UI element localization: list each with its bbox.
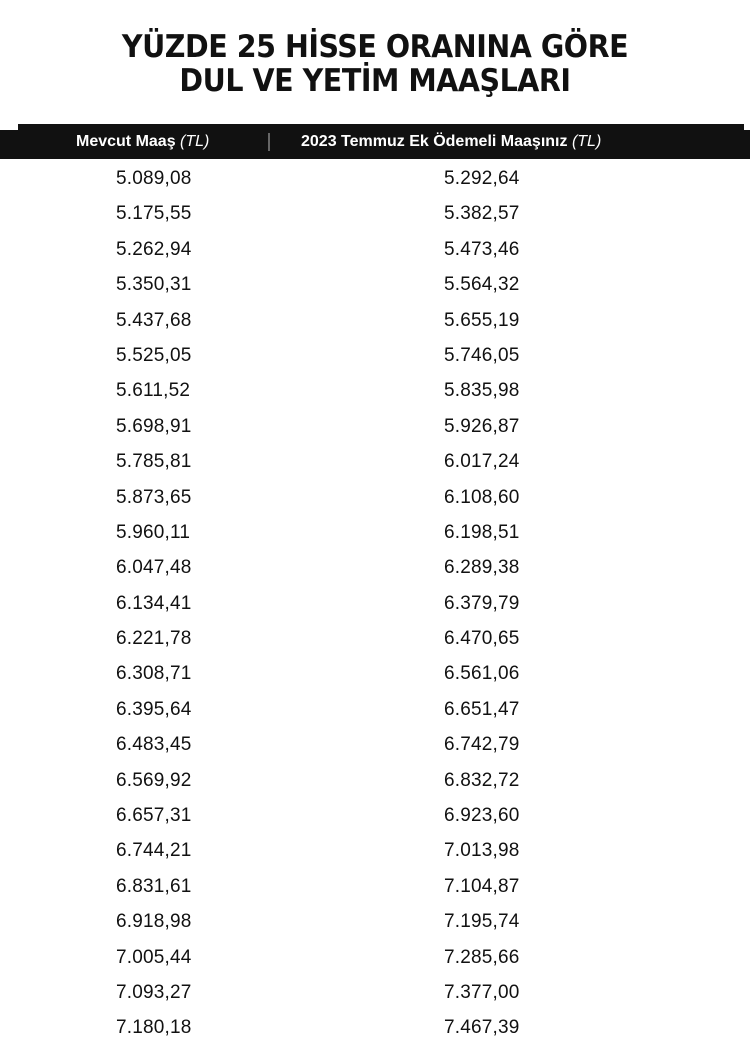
new-salary-cell: 5.746,05 xyxy=(444,344,520,366)
new-salary-cell: 6.561,06 xyxy=(444,663,520,685)
current-salary-cell: 6.569,92 xyxy=(116,769,192,791)
table-row xyxy=(0,445,750,480)
new-salary-cell: 6.742,79 xyxy=(444,734,520,756)
new-salary-cell: 6.108,60 xyxy=(444,486,520,508)
new-salary-cell: 5.382,57 xyxy=(444,203,520,225)
current-salary-cell: 5.960,11 xyxy=(116,521,191,543)
new-salary-cell: 7.467,39 xyxy=(444,1017,520,1039)
current-salary-cell: 7.180,18 xyxy=(116,1017,192,1039)
new-salary-cell: 6.198,51 xyxy=(444,521,520,543)
table-body xyxy=(0,162,750,1047)
table-header xyxy=(0,124,750,159)
table-row xyxy=(0,870,750,905)
current-salary-cell: 7.093,27 xyxy=(116,981,192,1003)
new-salary-cell: 6.832,72 xyxy=(444,769,520,791)
table-row xyxy=(0,1011,750,1046)
table-row xyxy=(0,339,750,374)
current-salary-cell: 5.350,31 xyxy=(116,274,192,296)
column-header-new-salary xyxy=(301,132,601,152)
new-salary-cell: 7.104,87 xyxy=(444,875,520,897)
current-salary-cell: 5.262,94 xyxy=(116,238,192,260)
new-salary-cell: 6.651,47 xyxy=(444,698,520,720)
new-salary-cell: 7.377,00 xyxy=(444,981,520,1003)
current-salary-cell: 6.134,41 xyxy=(116,592,192,614)
new-salary-cell: 5.835,98 xyxy=(444,380,520,402)
title-line-2: DUL VE YETİM MAAŞLARI xyxy=(179,63,571,99)
table-row xyxy=(0,976,750,1011)
table-row xyxy=(0,197,750,232)
new-salary-cell: 5.926,87 xyxy=(444,415,520,437)
table-row xyxy=(0,304,750,339)
table-row xyxy=(0,587,750,622)
current-salary-cell: 5.698,91 xyxy=(116,415,192,437)
page-title xyxy=(30,30,720,98)
new-salary-cell: 6.289,38 xyxy=(444,557,520,579)
table-row xyxy=(0,481,750,516)
new-salary-cell: 7.285,66 xyxy=(444,946,520,968)
new-salary-cell: 5.292,64 xyxy=(444,168,520,189)
column-header-label: Mevcut Maaş xyxy=(76,133,176,150)
column-header-unit: (TL) xyxy=(571,133,602,150)
current-salary-cell: 5.785,81 xyxy=(116,451,192,473)
current-salary-cell: 6.483,45 xyxy=(116,734,192,756)
table-row xyxy=(0,799,750,834)
table-row xyxy=(0,233,750,268)
table-row xyxy=(0,657,750,692)
current-salary-cell: 5.611,52 xyxy=(116,380,191,402)
current-salary-cell: 6.831,61 xyxy=(116,875,192,897)
column-header-current-salary xyxy=(76,132,209,152)
table-row xyxy=(0,693,750,728)
header-divider xyxy=(268,133,270,151)
table-row xyxy=(0,374,750,409)
new-salary-cell: 6.017,24 xyxy=(444,451,520,473)
current-salary-cell: 7.005,44 xyxy=(116,946,192,968)
table-row xyxy=(0,551,750,586)
header-corner-left xyxy=(0,124,18,130)
current-salary-cell: 5.175,55 xyxy=(116,203,192,225)
title-line-1: YÜZDE 25 HİSSE ORANINA GÖRE xyxy=(121,29,629,65)
new-salary-cell: 6.923,60 xyxy=(444,805,520,827)
table-row xyxy=(0,834,750,869)
current-salary-cell: 6.047,48 xyxy=(116,557,192,579)
table-row xyxy=(0,410,750,445)
current-salary-cell: 5.525,05 xyxy=(116,344,192,366)
table-row xyxy=(0,162,750,197)
new-salary-cell: 6.379,79 xyxy=(444,592,520,614)
new-salary-cell: 5.655,19 xyxy=(444,309,520,331)
current-salary-cell: 6.308,71 xyxy=(116,663,192,685)
current-salary-cell: 6.744,21 xyxy=(116,840,192,862)
column-header-unit: (TL) xyxy=(180,133,210,150)
table-row xyxy=(0,728,750,763)
new-salary-cell: 6.470,65 xyxy=(444,628,520,650)
current-salary-cell: 6.221,78 xyxy=(116,628,192,650)
new-salary-cell: 5.473,46 xyxy=(444,238,520,260)
table-row xyxy=(0,764,750,799)
table-row xyxy=(0,622,750,657)
table-row xyxy=(0,905,750,940)
current-salary-cell: 6.918,98 xyxy=(116,911,192,933)
header-corner-right xyxy=(744,124,750,130)
current-salary-cell: 5.089,08 xyxy=(116,168,192,189)
current-salary-cell: 6.395,64 xyxy=(116,698,192,720)
column-header-label: 2023 Temmuz Ek Ödemeli Maaşınız xyxy=(301,133,568,150)
current-salary-cell: 5.873,65 xyxy=(116,486,192,508)
table-row xyxy=(0,268,750,303)
new-salary-cell: 5.564,32 xyxy=(444,274,520,296)
new-salary-cell: 7.013,98 xyxy=(444,840,520,862)
current-salary-cell: 5.437,68 xyxy=(116,309,192,331)
table-row xyxy=(0,941,750,976)
table-row xyxy=(0,516,750,551)
current-salary-cell: 6.657,31 xyxy=(116,805,192,827)
new-salary-cell: 7.195,74 xyxy=(444,911,520,933)
